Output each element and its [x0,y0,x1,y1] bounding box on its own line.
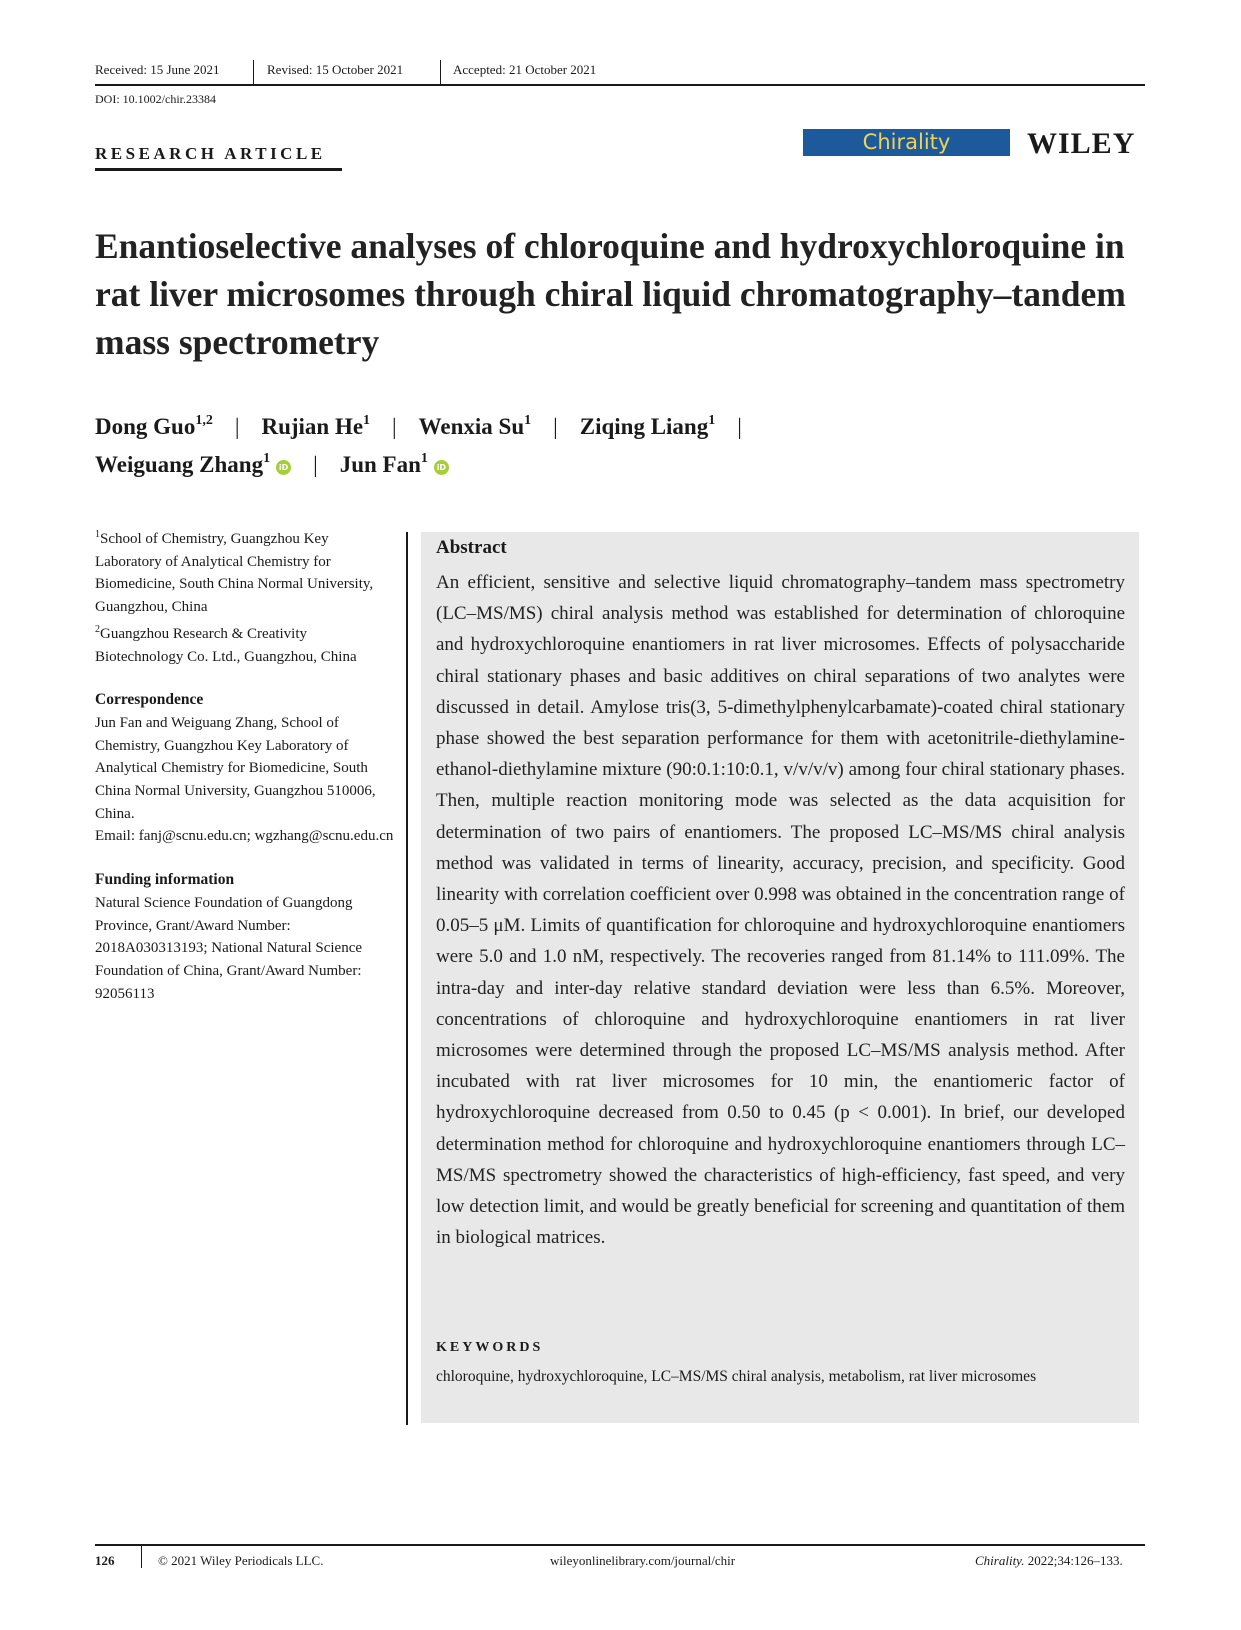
correspondence-heading: Correspondence [95,691,204,709]
revised-date: Revised: 15 October 2021 [267,62,404,77]
abstract-text: An efficient, sensitive and selective liquid chromatography–tandem mass spectrometry (LC–MS/MS) chiral analysis method was established for determination of chloroquine and hydroxychloroquine enantiomers in rat liver microsomes. Effects of polysaccharide chiral stationary phases and basic additives on chiral separations of two analytes were discussed in detail. Amylose tris(3, 5-dimethylphenylcarbamate)-coated chiral stationary phase showed the best separation performance for them with acetonitrile-diethylamine-ethanol-diethylamine mixture (90:0.1:10:0.1, v/v/v/v) among four chiral stationary phases. Then, multiple reaction monitoring mode was selected as the data acquisition for determination of two pairs of enantiomers. The proposed LC–MS/MS chiral analysis method was validated in terms of linearity, accuracy, precision, and specificity. Good linearity with correlation coefficient over 0.998 was obtained in the concentration range of 0.05–5 μM. Limits of quantification for chloroquine and hydroxychloroquine enantiomers were 5.0 and 1.0 nM, respectively. The recoveries ranged from 81.14% to 111.09%. The intra-day and inter-day relative standard deviation were less than 6.5%. Moreover, concentrations of chloroquine and hydroxychloroquine enantiomers in rat liver microsomes were determined through the proposed LC–MS/MS analysis method. After incubated with rat liver microsomes for 10 min, the enantiomeric factor of hydroxychloroquine decreased from 0.50 to 0.45 (p < 0.001). In brief, our developed determination method for chloroquine and hydroxychloroquine enantiomers through LC–MS/MS spectrometry showed the characteristics of high-efficiency, fast speed, and very low detection limit, and would be greatly beneficial for screening and quantitation of them in biological matrices. [436,572,1125,1249]
author[interactable]: Dong Guo$^{1,2}$ [95,413,213,439]
correspondence-email[interactable]: Email: fanj@scnu.edu.cn; wgzhang@scnu.edu.cn [95,828,394,845]
journal-name: Chirality. [975,1553,1025,1568]
keywords-heading: KEYWORDS [436,1340,544,1355]
column-divider [406,532,408,1425]
author-line-1: Dong Guo$^{1,2}$ | Rujian He$^1$ | Wenxia Su$^1$ | Ziqing Liang$^1$ | [95,413,742,439]
keywords-text: chloroquine, hydroxychloroquine, LC–MS/MS chiral analysis, metabolism, rat liver microsomes [436,1368,1037,1385]
funding-heading: Funding information [95,871,235,889]
author-list [95,408,1155,484]
footer-rule [95,1544,1145,1546]
author[interactable]: Jun Fan$^1$ [339,451,428,477]
doi[interactable]: DOI: 10.1002/chir.23384 [95,92,216,106]
affiliation: $^1$School of Chemistry, Guangzhou Key Laboratory of Analytical Chemistry for Biomedicine, South China Normal University, Guangzhou, China [95,529,374,616]
author[interactable]: Ziqing Liang$^1$ [579,413,716,439]
received-date: Received: 15 June 2021 [95,62,220,77]
abstract-heading: Abstract [436,537,507,558]
article-type-underline [95,168,342,171]
divider [440,60,441,84]
citation [975,1553,1123,1569]
orcid-icon[interactable]: iD [434,460,449,475]
orcid-icon[interactable]: iD [276,460,291,475]
divider [253,60,254,84]
page-number: 126 [95,1553,115,1568]
article-dates-bar [95,60,1145,86]
author[interactable]: Rujian He$^1$ [261,413,371,439]
author[interactable]: Wenxia Su$^1$ [418,413,532,439]
copyright: © 2021 Wiley Periodicals LLC. [158,1553,324,1568]
accepted-date: Accepted: 21 October 2021 [453,62,597,77]
author[interactable]: Weiguang Zhang$^1$ [95,451,271,477]
journal-url[interactable]: wileyonlinelibrary.com/journal/chir [550,1553,736,1568]
article-title: Enantioselective analyses of chloroquine and hydroxychloroquine in rat liver microsomes through chiral liquid chromatography–tandem mass spectrometry [95,226,1126,362]
publisher-logo: WILEY [1027,127,1136,160]
author-line-2: Weiguang Zhang$^1$iD | Jun Fan$^1$iD [95,446,1155,484]
affiliation: $^2$Guangzhou Research & Creativity Biotechnology Co. Ltd., Guangzhou, China [95,623,357,665]
article-info-column [95,528,395,1005]
journal-badge: Chirality [803,129,1010,156]
correspondence-text: Jun Fan and Weiguang Zhang, School of Chemistry, Guangzhou Key Laboratory of Analytical Chemistry for Biomedicine, South China Normal University, Guangzhou 510006, China. [95,714,376,822]
funding-text: Natural Science Foundation of Guangdong Province, Grant/Award Number: 2018A030313193; National Natural Science Foundation of China, Grant/Award Number: 92056113 [95,894,363,1002]
divider [141,1546,142,1568]
article-type: RESEARCH ARTICLE [95,144,326,163]
citation-details: 2022;34:126–133. [1027,1553,1123,1568]
